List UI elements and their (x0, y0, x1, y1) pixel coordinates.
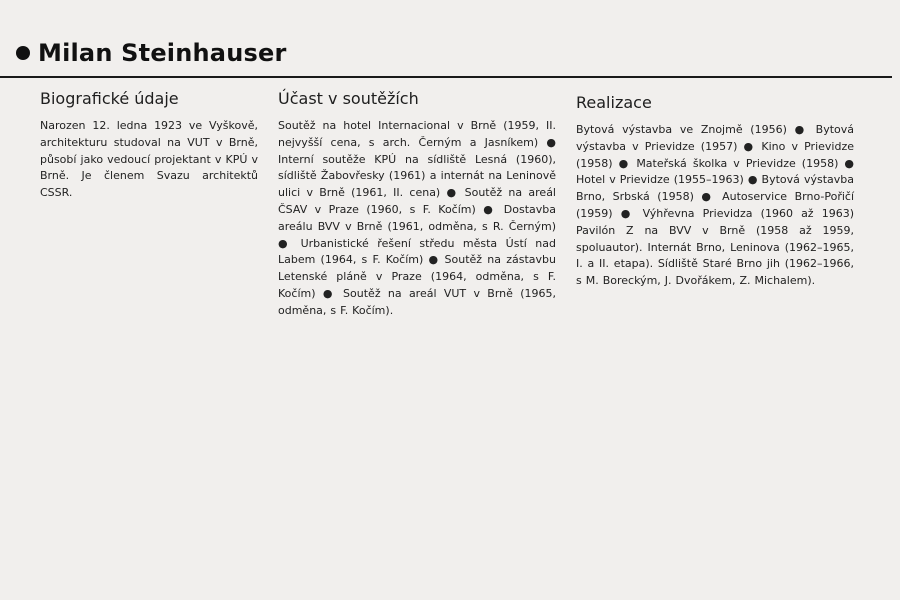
competitions-heading: Účast v soutěžích (278, 89, 419, 108)
page-header (16, 36, 287, 70)
realizations-text: Bytová výstavba ve Znojmě (1956) ● Bytová výstavba v Prievidze (1957) ● Kino v Prievidze (1958) ● Mateřská školka v Prievidze (1958) ● Hotel v Prievidze (1955–1963) ● Bytová výstavba Brno, Srbská (1958) ● Autoservice Brno-Pořičí (1959) ● Výhřevna Prievidza (1960 až 1963) Pavilón Z na BVV v Brně (1958 až 1959, spoluautor). Internát Brno, Leninova (1962–1965, I. a II. etapa). Sídliště Staré Brno jih (1962–1966, s M. Boreckým, J. Dvořákem, Z. Michalem). (576, 123, 854, 288)
architect-name: Milan Steinhauser (38, 39, 287, 67)
bullet-icon (16, 46, 30, 60)
biography-text: Narozen 12. ledna 1923 ve Vyškově, architekturu studoval na VUT v Brně, působí jako vedoucí projektant v KPÚ v Brně. Je členem Svazu architektů CSSR. (40, 119, 258, 200)
competitions-column (278, 86, 556, 320)
realizations-heading: Realizace (576, 93, 652, 112)
biography-column (40, 86, 258, 202)
biography-heading: Biografické údaje (40, 89, 179, 108)
realizations-column (576, 86, 854, 290)
header-rule (0, 76, 892, 78)
competitions-text: Soutěž na hotel Internacional v Brně (1959, II. nejvyšší cena, s arch. Černým a Jasníkem) ● Interní soutěže KPÚ na sídliště Lesná (1960), sídliště Žabovřesky (1961) a internát na Leninově ulici v Brně (1961, II. cena) ● Soutěž na areál ČSAV v Praze (1960, s F. Kočím) ● Dostavba areálu BVV v Brně (1961, odměna, s R. Černým) ● Urbanistické řešení středu města Ústí nad Labem (1964, s F. Kočím) ● Soutěž na zástavbu Letenské pláně v Praze (1964, odměna, s F. Kočím) ● Soutěž na areál VUT v Brně (1965, odměna, s F. Kočím). (278, 119, 556, 317)
